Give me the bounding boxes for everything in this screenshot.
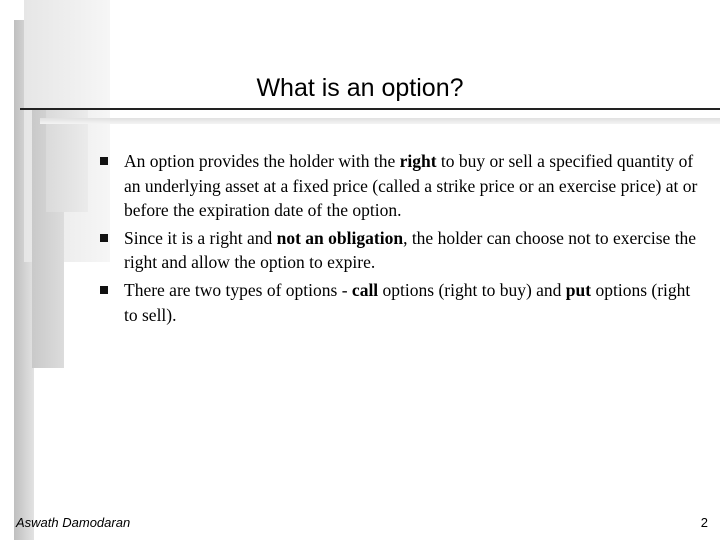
bullet-emphasis: right bbox=[399, 151, 437, 171]
slide-title: What is an option? bbox=[256, 74, 464, 102]
bullet-item bbox=[98, 226, 698, 275]
bullet-text: to buy or sell a specified quantity of an underlying asset at a fixed price (called a strike price or an exercise price) at or before the expiration date of the option. bbox=[124, 151, 698, 221]
bullet-emphasis: put bbox=[565, 279, 592, 300]
bullet-text: Since it is a right and bbox=[124, 227, 277, 248]
bullet-item bbox=[98, 278, 698, 327]
bullet-list bbox=[98, 149, 698, 330]
square-bullet-icon bbox=[100, 286, 108, 294]
square-bullet-icon bbox=[100, 157, 108, 165]
bullet-text: , the holder can choose not to exercise the right and allow the option to expire. bbox=[124, 227, 697, 273]
bullet-text: An option provides the holder with the bbox=[124, 151, 400, 171]
square-bullet-icon bbox=[100, 234, 108, 242]
bullet-emphasis: not an obligation bbox=[276, 227, 404, 248]
background-bar bbox=[40, 118, 720, 124]
title-divider bbox=[20, 108, 720, 110]
bullet-text: options (right to sell). bbox=[124, 279, 691, 325]
page-number: 2 bbox=[700, 515, 708, 530]
bullet-item bbox=[98, 149, 698, 223]
footer-author: Aswath Damodaran bbox=[16, 515, 131, 530]
bullet-text: There are two types of options - bbox=[124, 279, 352, 300]
bullet-emphasis: call bbox=[351, 279, 379, 300]
bullet-text: options (right to buy) and bbox=[378, 279, 566, 300]
background-bar bbox=[46, 110, 88, 212]
